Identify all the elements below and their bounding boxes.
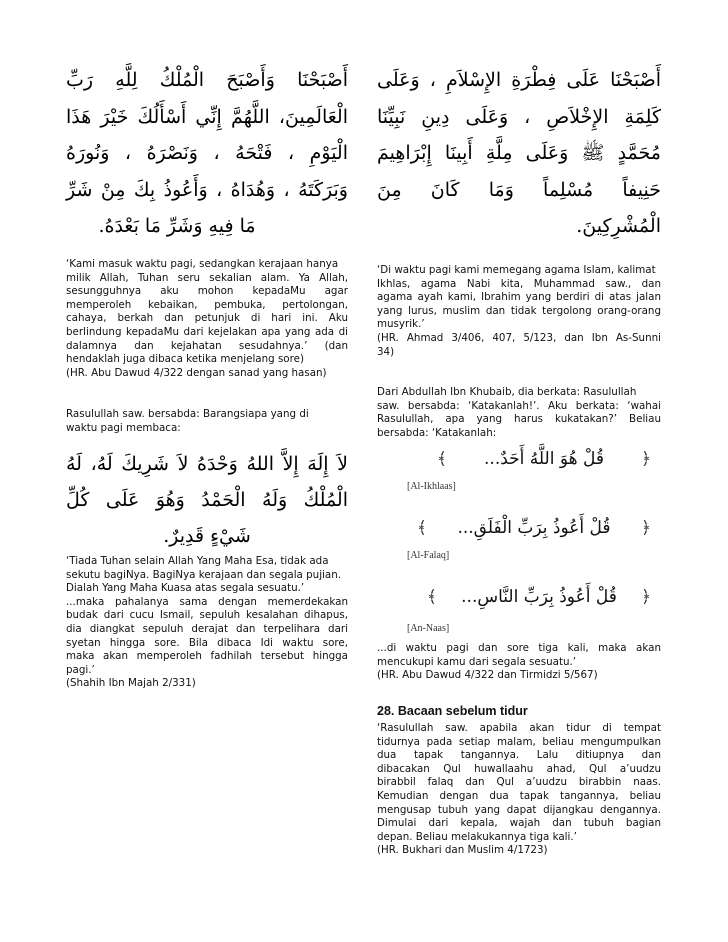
surah-falaq [377, 517, 661, 561]
left-arabic-tahlil [66, 446, 348, 554]
surah-verse [377, 448, 651, 469]
text-line: mengusap tubuh yang dapat dijangkau dengannya. [377, 803, 661, 816]
surah-ikhlas [377, 448, 661, 492]
arabic-line: أَصْبَحْنَا وَأَصْبَحَ الْمُلْكُ لِلَّهِ رَبِّ [66, 69, 348, 91]
text-line: (HR. Ahmad 3/406, 407, 5/123, dan Ibn As-Sunni [377, 331, 661, 344]
ornate-bracket-close: ﴾ [437, 449, 447, 469]
text-line: sekutu bagiNya. BagiNya kerajaan dan segala pujian. [66, 568, 342, 581]
surah-naas [377, 586, 661, 634]
text-line: memperoleh kebaikan, pembuka, pertolongan, [66, 298, 348, 311]
text-line: saw. bersabda: ‘Katakanlah!’. Aku berkata: ‘wahai [377, 399, 661, 412]
surah-text: قُلْ أَعُوذُ بِرَبِّ الْفَلَقِ... [457, 517, 611, 538]
ornate-bracket-open: ﴿ [641, 449, 651, 469]
text-line: ‘Tiada Tuhan selain Allah Yang Maha Esa, tidak ada [66, 555, 329, 567]
text-line: ‘Kami masuk waktu pagi, sedangkan kerajaan hanya [66, 258, 339, 270]
text-line: dua tapak tangannya. Lalu ditiupnya dan [377, 749, 661, 762]
text-line: Rasulullah, apa yang harus kukatakan?’ Beliau [377, 413, 661, 426]
text-line: Kemudian dengan dua tapak tangannya, beliau [377, 789, 661, 802]
text-line: bersabda: ‘Katakanlah: [377, 426, 497, 439]
text-line: agama ayah kami, Ibrahim yang berdiri di atas jalan [377, 291, 661, 304]
surah-label: [Al-Ikhlaas] [407, 481, 456, 492]
text-line: (Shahih Ibn Majah 2/331) [66, 677, 196, 690]
text-line: pagi.’ [66, 663, 95, 676]
arabic-line: أَصْبَحْنَا عَلَى فِطْرَةِ الإِسْلاَمِ ، وَعَلَى [377, 69, 661, 91]
text-line: sesungguhnya aku mohon kepadaMu agar [66, 285, 348, 298]
section-title: 28. Bacaan sebelum tidur [377, 704, 528, 718]
ornate-bracket-open: ﴿ [641, 587, 651, 607]
text-line: Dialah Yang Maha Kuasa atas segala sesuatu.’ [66, 582, 305, 595]
text-line: hendaklah juga dibaca ketika menjelang sore) [66, 353, 304, 366]
text-line: cahaya, berkah dan petunjuk di hari ini. Aku [66, 312, 348, 325]
surah-verse [377, 517, 651, 538]
right-translation-1 [377, 264, 661, 359]
text-line: ...maka pahalanya sama dengan memerdekakan [66, 595, 348, 608]
arabic-line: لاَ إِلَهَ إِلاَّ اللهُ وَحْدَهُ لاَ شَرِيكَ لَهُ، لَهُ [66, 453, 348, 475]
arabic-line: مُحَمَّدٍ ﷺ وَعَلَى مِلَّةِ أَبِينَا إِبْرَاهِيمَ [377, 142, 661, 164]
left-arabic-morning-dua [66, 62, 348, 245]
left-translation-2 [66, 555, 348, 691]
text-line: (HR. Abu Dawud 4/322 dan Tirmidzi 5/567) [377, 669, 598, 682]
text-line: ‘Di waktu pagi kami memegang agama Islam, kalimat [377, 264, 656, 276]
text-line: mencukupi kamu dari segala sesuatu.’ [377, 655, 577, 668]
text-line: Dimulai dari kepala, wajah dan tubuh bagian [377, 817, 661, 830]
right-translation-2 [377, 642, 661, 683]
text-line: (HR. Abu Dawud 4/322 dengan sanad yang hasan) [66, 366, 327, 379]
text-line: milik Allah, Tuhan seru sekalian alam. Ya Allah, [66, 271, 348, 284]
left-intro-2 [66, 408, 348, 435]
text-line: syetan hingga sore. Bila dibaca Idi waktu sore, [66, 636, 348, 649]
text-line: dalamnya dan kejahatan sesudahnya.’ (dan [66, 339, 348, 352]
text-line: ...di waktu pagi dan sore tiga kali, maka akan [377, 642, 661, 654]
text-line: yang lurus, muslim dan tidak tergolong orang-orang [377, 304, 661, 317]
right-intro-2 [377, 386, 661, 440]
arabic-line: وَبَرَكَتَهُ ، وَهُدَاهُ ، وَأَعُوذُ بِكَ مِنْ شَرِّ [66, 178, 348, 201]
text-line: berlindung kepadaMu dari kejelakan apa yang ada di [66, 325, 348, 338]
arabic-line: كَلِمَةِ الإِخْلاَصِ ، وَعَلَى دِينِ نَبِيِّنَا [377, 105, 661, 128]
ornate-bracket-close: ﴾ [427, 587, 437, 607]
arabic-line: حَنِيفاً مُسْلِماً وَمَا كَانَ مِنَ [377, 178, 661, 201]
surah-verse [377, 586, 651, 607]
arabic-line: شَيْءٍ قَدِيرٌ. [163, 525, 251, 547]
text-line: Dari Abdullah Ibn Khubaib, dia berkata: Rasulullah [377, 386, 637, 398]
text-line: birabbil falaq dan Qul a’uudzu birabbin naas. [377, 776, 661, 789]
arabic-line: الْمُلْكُ وَلَهُ الْحَمْدُ وَهُوَ عَلَى كُلِّ [66, 489, 348, 511]
surah-text: قُلْ هُوَ اللَّهُ أَحَدٌ... [484, 448, 604, 469]
ornate-bracket-open: ﴿ [641, 518, 651, 538]
text-line: waktu pagi membaca: [66, 421, 181, 434]
section-heading [377, 704, 661, 718]
text-line: dia diangkat sepuluh derajat dan terpelihara dari [66, 622, 348, 635]
text-line: Rasulullah saw. bersabda: Barangsiapa yang di [66, 408, 309, 420]
surah-text: قُلْ أَعُوذُ بِرَبِّ النَّاسِ... [461, 586, 617, 607]
ornate-bracket-close: ﴾ [417, 518, 427, 538]
text-line: 34) [377, 345, 395, 358]
arabic-line: مَا فِيهِ وَشَرِّ مَا بَعْدَهُ. [98, 215, 256, 237]
text-line: (HR. Bukhari dan Muslim 4/1723) [377, 844, 548, 857]
left-translation-1 [66, 258, 348, 380]
right-translation-3 [377, 722, 661, 858]
text-line: depan. Beliau melakukannya tiga kali.’ [377, 830, 577, 843]
text-line: ‘Rasulullah saw. apabila akan tidur di tempat [377, 722, 661, 734]
right-arabic-fitrah-dua [377, 62, 661, 245]
arabic-line: الْيَوْمِ ، فَتْحَهُ ، وَنَصْرَهُ ، وَنُورَهُ [66, 142, 348, 164]
text-line: Ikhlas, agama Nabi kita, Muhammad saw., dan [377, 277, 661, 290]
text-line: dibacakan Qul huwallaahu ahad, Qul a’uudzu [377, 762, 661, 775]
arabic-line: الْعَالَمِينَ، اللَّهُمَّ إِنِّي أَسْأَلُكَ خَيْرَ هَذَا [66, 105, 348, 128]
arabic-line: الْمُشْرِكِينَ. [576, 215, 661, 237]
text-line: tidurnya pada setiap malam, beliau mengumpulkan [377, 735, 661, 748]
text-line: budak dari cucu Ismail, sepuluh kesalahan dihapus, [66, 609, 348, 622]
text-line: maka akan memperoleh fadhilah tersebut hingga [66, 650, 348, 663]
surah-label: [An-Naas] [407, 623, 450, 634]
text-line: musyrik.’ [377, 318, 425, 331]
surah-label: [Al-Falaq] [407, 550, 450, 561]
